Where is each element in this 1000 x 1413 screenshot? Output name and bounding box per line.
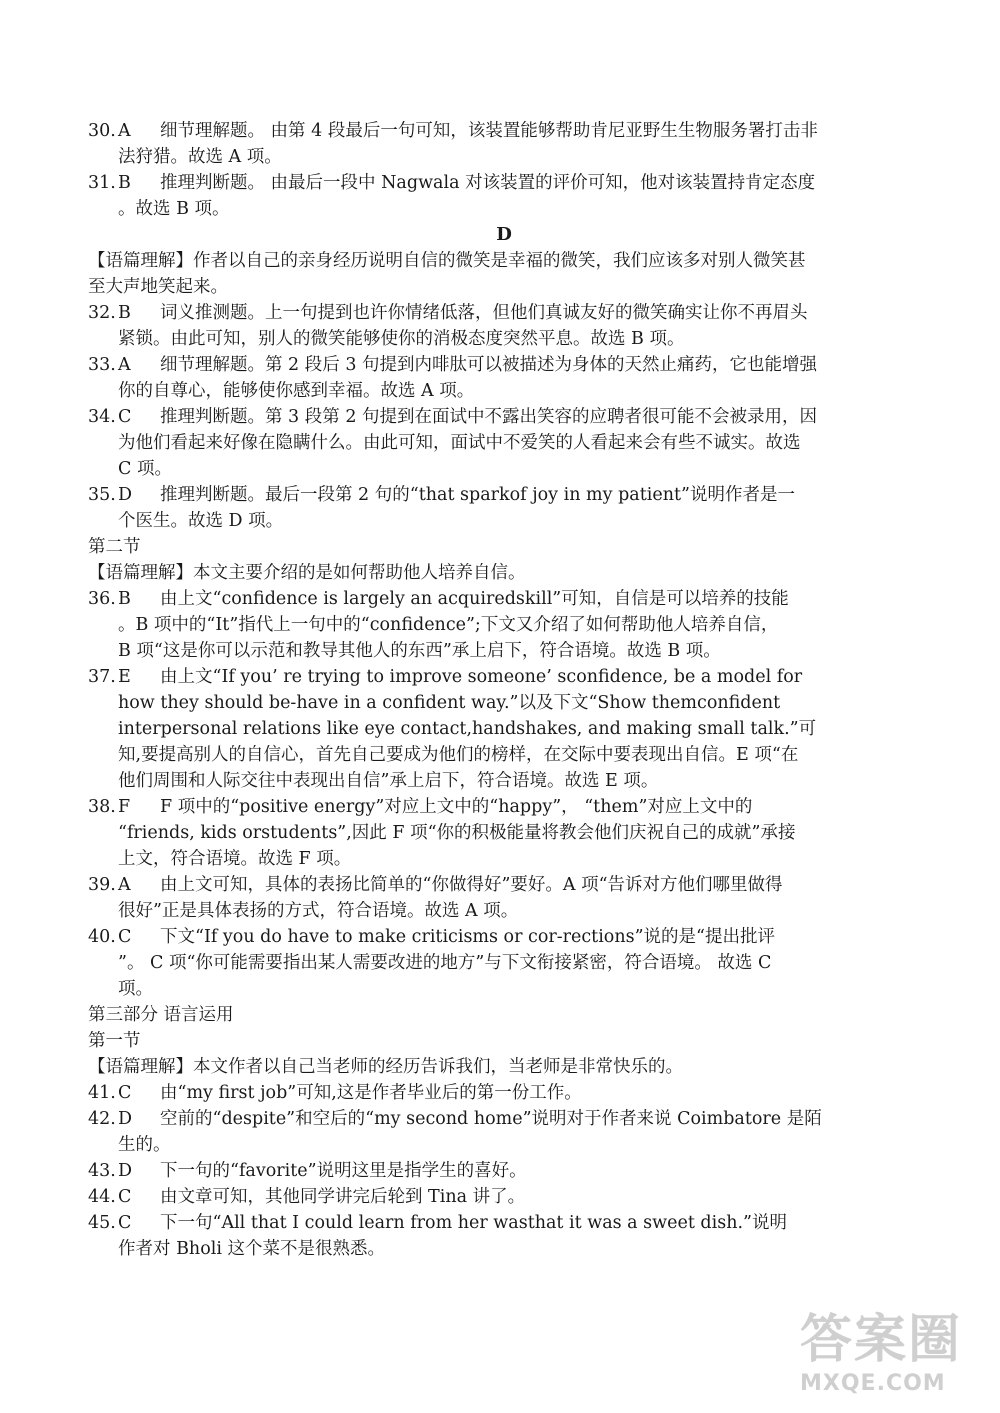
answer-item-40: 40. C 下文“If you do have to make criticisms or cor-rections”说的是“提出批评 [88, 927, 775, 947]
answer-item-34-cont: 为他们看起来好像在隐瞒什么。由此可知，面试中不爱笑的人看起来会有些不诚实。故选 [118, 433, 801, 453]
answer-item-40-cont-2: 项。 [118, 979, 153, 999]
answer-item-33-cont: 你的自尊心，能够使你感到幸福。故选 A 项。 [118, 381, 475, 401]
answer-item-40-cont: ”。 C 项“你可能需要指出某人需要改进的地方”与下文衔接紧密，符合语境。 故选 C [118, 953, 772, 973]
answer-item-38-cont: “friends, kids orstudents”,因此 F 项“你的积极能量将教会他们庆祝自己的成就”承接 [118, 823, 796, 843]
passage-summary-d: 【语篇理解】作者以自己的亲身经历说明自信的微笑是幸福的微笑，我们应该多对别人微笑甚 [88, 251, 806, 271]
answer-item-35: 35. D 推理判断题。最后一段第 2 句的“that sparkof joy in my patient”说明作者是一 [88, 485, 795, 505]
answer-item-41: 41. C 由“my first job”可知,这是作者毕业后的第一份工作。 [88, 1083, 582, 1103]
passage-summary-d-cont: 至大声地笑起来。 [88, 277, 228, 297]
answer-item-37: 37. E 由上文“If you’ re trying to improve someone’ sconfidence, be a model for [88, 667, 803, 687]
answer-item-37-cont: how they should be-have in a confident way.”以及下文“Show themconfident [118, 693, 781, 713]
answer-item-30: 30. A 细节理解题。 由第 4 段最后一句可知，该装置能够帮助肯尼亚野生生物服务署打击非 [88, 121, 818, 141]
answer-item-42: 42. D 空前的“despite”和空后的“my second home”说明对于作者来说 Coimbatore 是陌 [88, 1109, 822, 1129]
answer-item-36: 36. B 由上文“confidence is largely an acquiredskill”可知，自信是可以培养的技能 [88, 589, 789, 609]
part-heading-3: 第三部分 语言运用 [88, 1005, 234, 1025]
answer-item-38: 38. F F 项中的“positive energy”对应上文中的“happy”， “them”对应上文中的 [88, 797, 753, 817]
answer-item-38-cont-2: 上文，符合语境。故选 F 项。 [118, 849, 352, 869]
watermark-logo [800, 1310, 990, 1410]
answer-item-31: 31. B 推理判断题。 由最后一段中 Nagwala 对该装置的评价可知，他对该装置持肯定态度 [88, 173, 816, 193]
answer-item-33: 33. A 细节理解题。第 2 段后 3 句提到内啡肽可以被描述为身体的天然止痛药，它也能增强 [88, 355, 818, 375]
answer-item-45: 45. C 下一句“All that I could learn from her wasthat it was a sweet dish.”说明 [88, 1213, 787, 1233]
passage-summary-s2: 【语篇理解】本文主要介绍的是如何帮助他人培养自信。 [88, 563, 526, 583]
answer-item-31-cont: 。故选 B 项。 [118, 199, 230, 219]
answer-item-43: 43. D 下一句的“favorite”说明这里是指学生的喜好。 [88, 1161, 527, 1181]
answer-item-39: 39. A 由上文可知，具体的表扬比简单的“你做得好”要好。A 项“告诉对方他们哪里做得 [88, 875, 783, 895]
answer-item-44: 44. C 由文章可知，其他同学讲完后轮到 Tina 讲了。 [88, 1187, 526, 1207]
answer-item-37-cont-4: 他们周围和人际交往中表现出自信”承上启下，符合语境。故选 E 项。 [118, 771, 659, 791]
watermark-url: MXQE.COM [800, 1371, 946, 1396]
answer-item-32: 32. B 词义推测题。上一句提到也许你情绪低落，但他们真诚友好的微笑确实让你不再眉头 [88, 303, 808, 323]
answer-item-42-cont: 生的。 [118, 1135, 171, 1155]
answer-explanations [88, 118, 920, 1262]
watermark-logo-text: 答案圈 [800, 1310, 963, 1370]
answer-item-36-cont-2: B 项“这是你可以示范和教导其他人的东西”承上启下，符合语境。故选 B 项。 [118, 641, 721, 661]
answer-item-45-cont: 作者对 Bholi 这个菜不是很熟悉。 [118, 1239, 385, 1259]
answer-item-35-cont: 个医生。故选 D 项。 [118, 511, 284, 531]
answer-item-32-cont: 紧锁。由此可知，别人的微笑能够使你的消极态度突然平息。故选 B 项。 [118, 329, 685, 349]
section-heading-2: 第二节 [88, 537, 141, 557]
section-heading-d: D [496, 224, 512, 245]
answer-item-36-cont: 。B 项中的“It”指代上一句中的“confidence”;下文又介绍了如何帮助他人培养自信， [118, 615, 779, 635]
section-heading-1: 第一节 [88, 1031, 141, 1051]
answer-item-37-cont-2: interpersonal relations like eye contact,handshakes, and making small talk.”可 [118, 719, 817, 739]
answer-item-30-cont: 法狩猎。故选 A 项。 [118, 147, 282, 167]
answer-item-39-cont: 很好”正是具体表扬的方式，符合语境。故选 A 项。 [118, 901, 519, 921]
answer-item-34-cont-2: C 项。 [118, 459, 172, 479]
answer-item-34: 34. C 推理判断题。第 3 段第 2 句提到在面试中不露出笑容的应聘者很可能不会被录用，因 [88, 407, 818, 427]
answer-item-37-cont-3: 知,要提高别人的自信心，首先自己要成为他们的榜样，在交际中要表现出自信。E 项“在 [118, 745, 799, 765]
passage-summary-s1: 【语篇理解】本文作者以自己当老师的经历告诉我们，当老师是非常快乐的。 [88, 1057, 683, 1077]
